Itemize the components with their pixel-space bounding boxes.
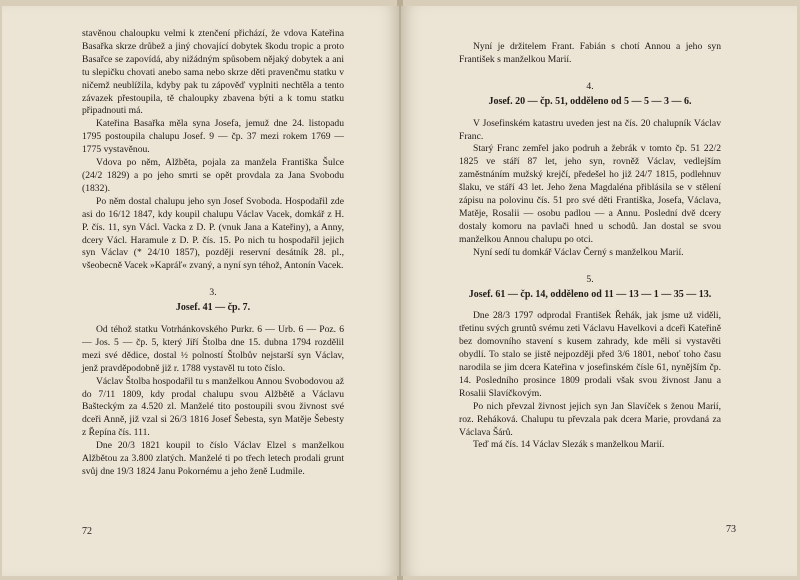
paragraph: Kateřina Basařka měla syna Josefa, jemuž dne 24. listopadu 1795 postoupila chalupu Josef. 9 — čp. 37 mezi rokem 1769 — 1775 vystavěnou. (82, 118, 344, 156)
left-page (2, 6, 399, 576)
paragraph: Nyní je držitelem Frant. Fabián s chotí Annou a jeho syn František s manželkou Marií. (459, 41, 721, 65)
section-number: 3. (209, 287, 217, 299)
section-heading: Josef. 61 — čp. 14, odděleno od 11 — 13 — 1 — 35 — 13. (468, 288, 712, 300)
paragraph: Dne 28/3 1797 odprodal František Řehák, jak jsme už viděli, třetinu svých gruntů svému zeti Václavu Havelkovi a dceři Kateřině bez domovního stavení s kusem zahrady, kde měli si vystavěti obydlí. To stalo se jistě nejpozději před 3/6 1801, neboť toho času narodila se jim dcera Kateřina v josefinském čísle 61, nynějším čp. 14. Posledního prosince 1809 prodali však svou živnost Janu a Rosalii Slavíčkovým. (459, 310, 721, 399)
page-number: 73 (726, 524, 736, 535)
paragraph: V Josefinském katastru uveden jest na čís. 20 chalupník Václav Franc. (459, 117, 721, 142)
paragraph: Po nich převzal živnost jejich syn Jan Slavíček s ženou Marií, roz. Reháková. Chalupu tu převzala pak dcera Marie, provdaná za Václava Šárů. (459, 400, 721, 438)
section-number: 4. (586, 80, 594, 92)
left-text-column (82, 28, 344, 479)
paragraph: Po něm dostal chalupu jeho syn Josef Svoboda. Hospodařil zde asi do 16/12 1847, kdy koupil chalupu Václav Vacek, domkář z H. P. čís. 11, syn Václ. Vacka z D. P. (vnuk Jana a Kateřiny), a Anny, dcery Václ. Haramule z D. P. čís. 15. Po nich tu hospodařil jejich syn Václav (* 24/10 1857), později reservní desátník 28. pl., všeobecně Vacek »Kapráľ« zvaný, a nyní syn téhož, Antonín Vacek. (82, 195, 344, 272)
section-heading: Josef. 41 — čp. 7. (175, 302, 251, 314)
paragraph: Václav Štolba hospodařil tu s manželkou Annou Svobodovou až do 7/11 1809, kdy prodal chalupu svou Alžbětě a Václavu Bašteckým za 4.520 zl. Manželé tito postoupili svou živnost své dceři Anně, již vzal si 26/3 1816 Josef Šebesta, syn Matěje Šebesty z Řepína čís. 111. (82, 375, 344, 439)
page-number: 72 (82, 526, 92, 537)
paragraph: Starý Franc zemřel jako podruh a žebrák v tomto čp. 51 22/2 1825 ve stáří 87 let, jeho syn, rovněž Václav, vedlejším zaměstnáním mužský krejčí, předešel ho již 24/7 1815, podlehnuv šlaku, ve stáří 43 let. Jeho žena Magdaléna přiblásila se v stělení zápisu na polovinu čís. 51 pro své děti Františka, Josefa, Václava, Matěje, Rosalii — osobu padlou — a Annu. Poslední dvě dcery dostaly komoru na pavlači hned u schodů. Jan dostal se svou manželkou Annou chalupu po otci. (459, 143, 721, 245)
right-text-column (459, 41, 721, 452)
paragraph: Teď má čís. 14 Václav Slezák s manželkou Marií. (473, 439, 665, 451)
right-page (401, 6, 797, 576)
section-number: 5. (586, 273, 594, 285)
paragraph: stavěnou chaloupku velmi k ztenčení přichází, že vdova Kateřina Basařka skrze drůbež a jiný chovající dobytek škodu tropic a proto Basařce se zapovídá, aby nižádným spůsobem nějaký dobytek a ani tu slepičku chovati anebo sama nebo skrze děti pravenčmu statku v ničemž neublížila, kdyby pak tu zápověď vyplniti nechtěla a tento závazek přestoupila, tě chaloupky zbavena býti a k tomu statku připadnouti má. (82, 28, 344, 117)
section-heading: Josef. 20 — čp. 51, odděleno od 5 — 5 — 3 — 6. (488, 95, 692, 107)
paragraph: Dne 20/3 1821 koupil to číslo Václav Elzel s manželkou Alžbětou za 3.800 zlatých. Manželé ti po třech letech prodali grunt svůj dne 19/3 1824 Janu Pokornému a jeho ženě Ludmile. (82, 440, 344, 477)
paragraph: Nyní sedí tu domkář Václav Černý s manželkou Marií. (473, 246, 684, 258)
paragraph: Od téhož statku Votrhánkovského Purkr. 6 — Urb. 6 — Poz. 6 — Jos. 5 — čp. 5, který Jiří Štolba dne 15. dubna 1794 rozdělil mezi své dědice, dostal ½ polností Štolbův nejstarší syn Václav, jenž pravděpodobně již r. 1788 vystavěl tu toto číslo. (82, 324, 344, 374)
paragraph: Vdova po něm, Alžběta, pojala za manžela Františka Šulce (24/2 1829) a po jeho smrti se opět provdala za Jana Svobodu (1832). (82, 157, 344, 194)
